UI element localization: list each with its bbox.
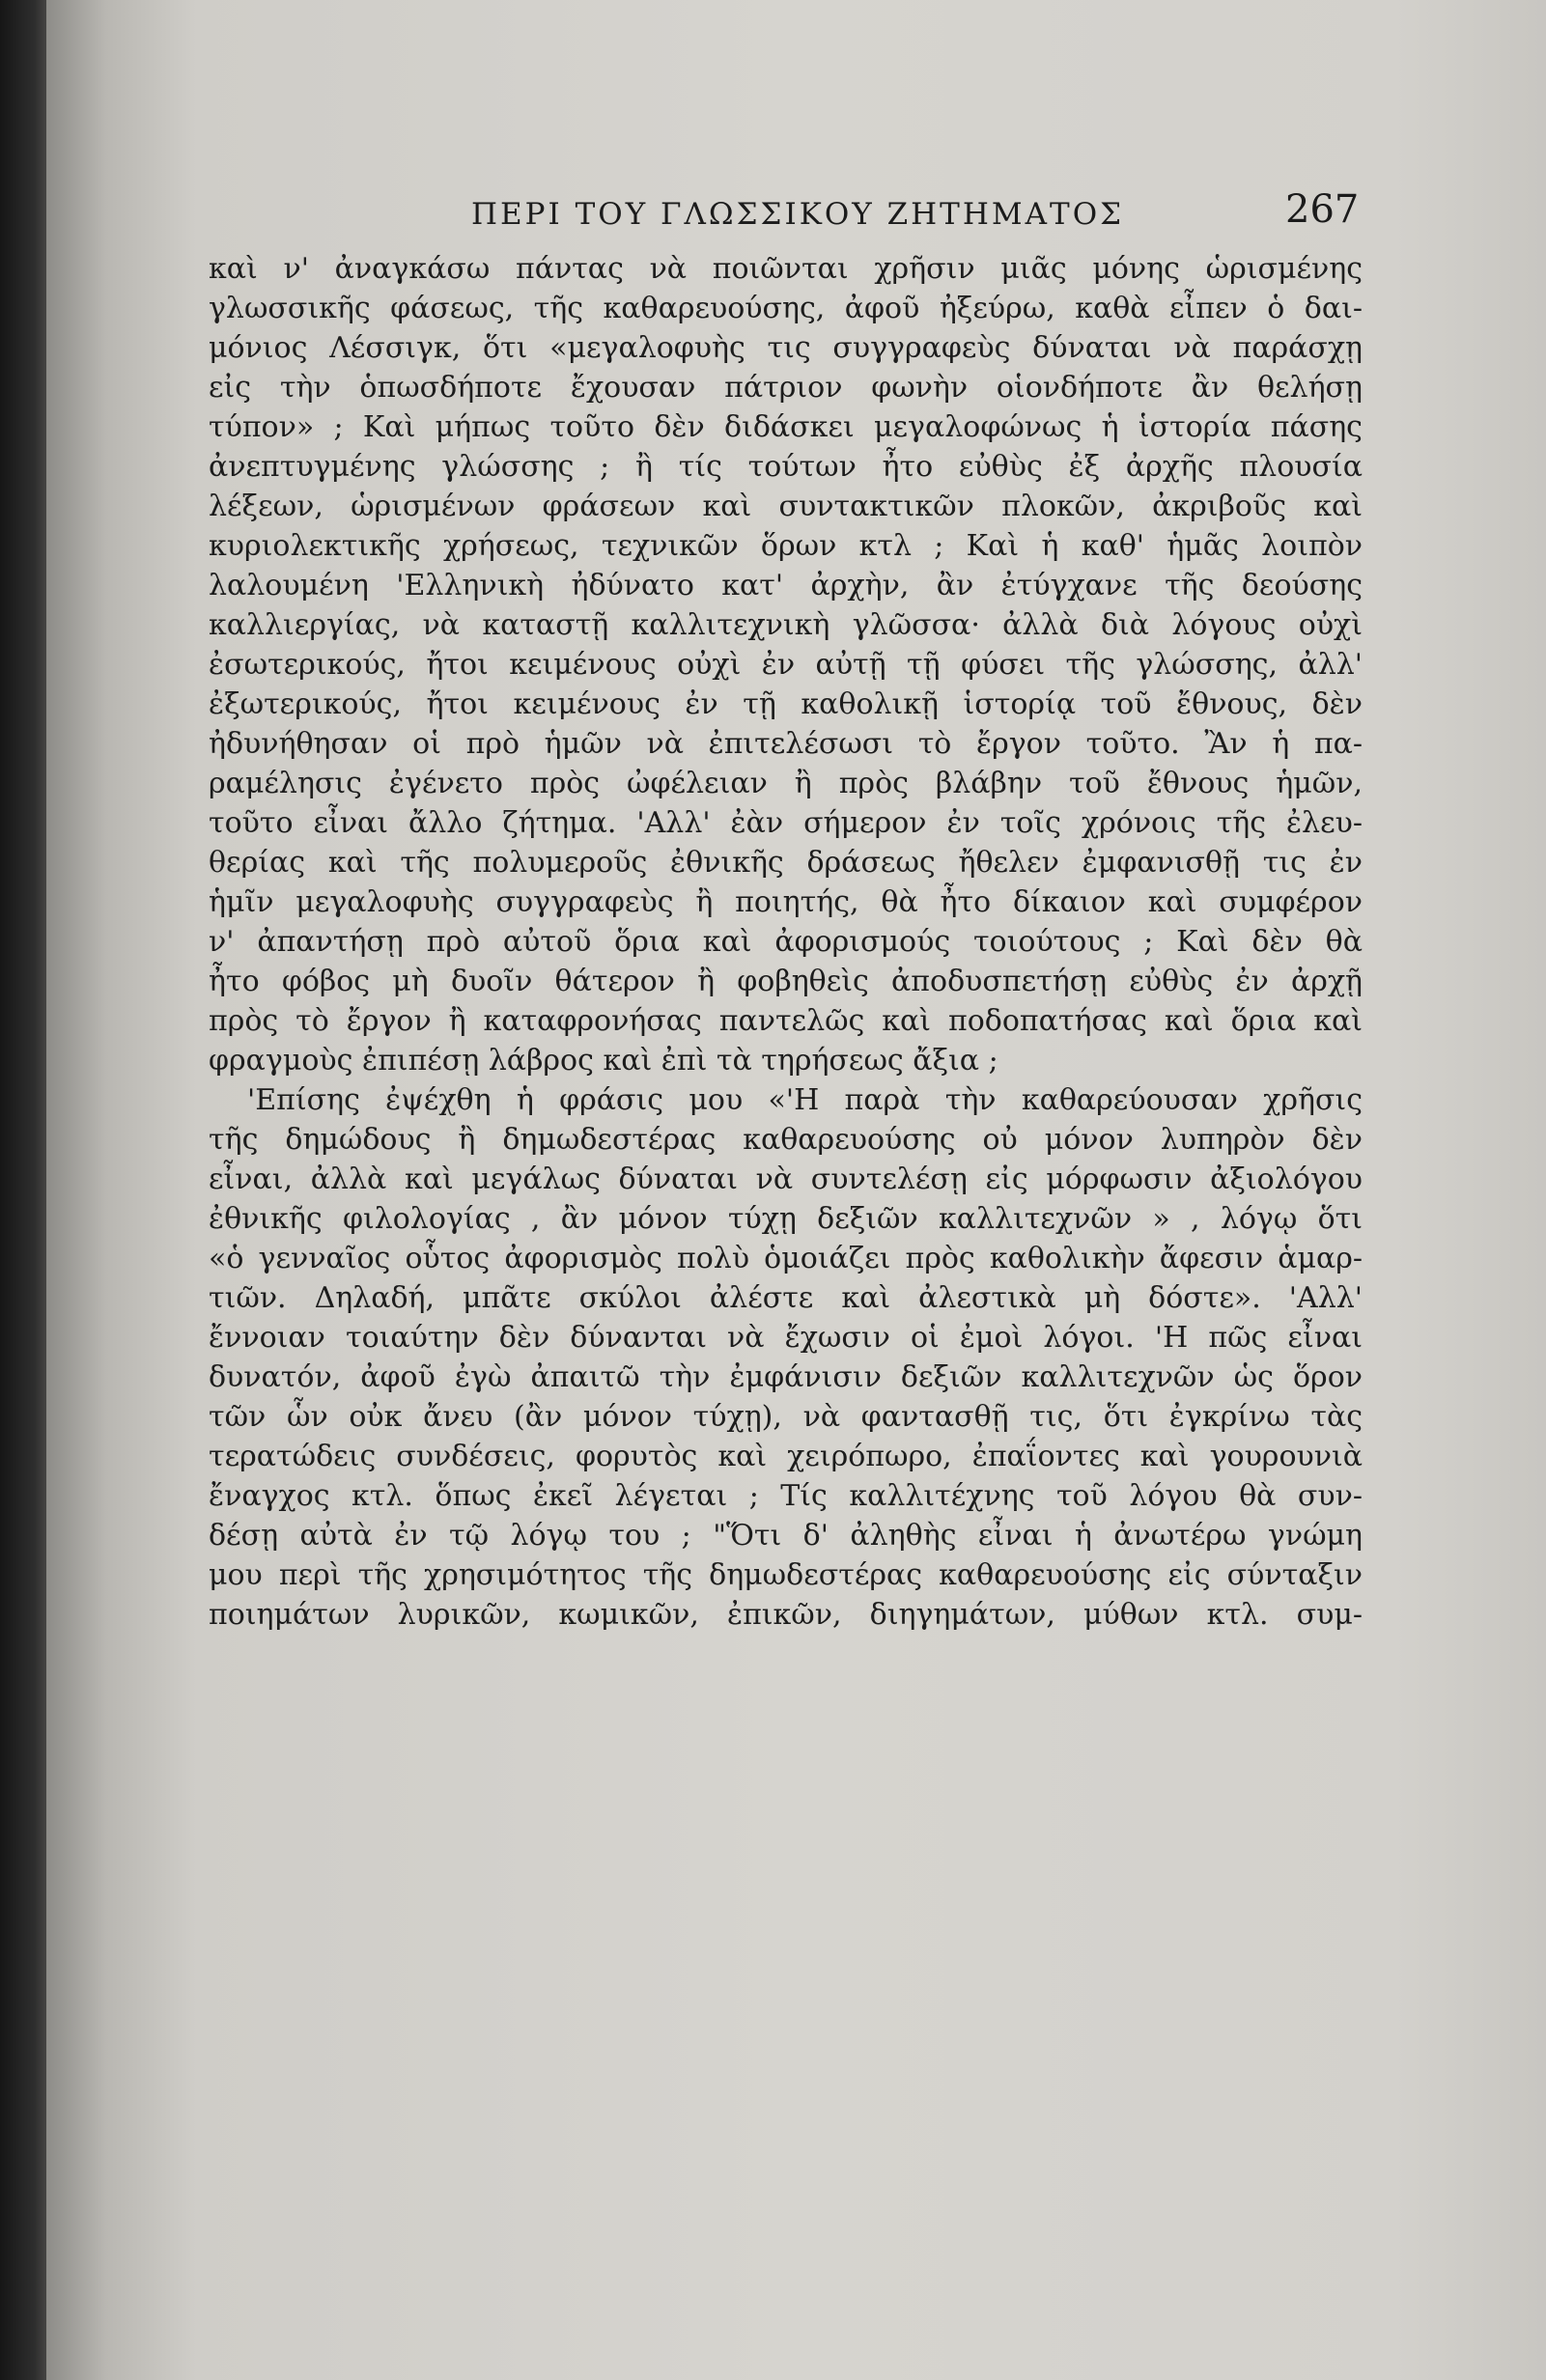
text-line: τιῶν. Δηλαδή, μπᾶτε σκύλοι ἀλέστε καὶ ἀλεστικὰ μὴ δόστε». 'Αλλ' xyxy=(209,1281,1363,1315)
text-line: εἶναι, ἀλλὰ καὶ μεγάλως δύναται νὰ συντελέσῃ εἰς μόρφωσιν ἀξιολόγου xyxy=(209,1162,1363,1196)
text-line: ν' ἀπαντήσῃ πρὸ αὐτοῦ ὅρια καὶ ἀφορισμούς τοιούτους ; Καὶ δὲν θὰ xyxy=(209,925,1363,959)
text-line: κυριολεκτικῆς χρήσεως, τεχνικῶν ὅρων κτλ ; Καὶ ἡ καθ' ἡμᾶς λοιπὸν xyxy=(209,529,1363,563)
text-line: μόνιος Λέσσιγκ, ὅτι «μεγαλοφυὴς τις συγγραφεὺς δύναται νὰ παράσχῃ xyxy=(209,331,1363,365)
text-line: τῆς δημώδους ἢ δημωδεστέρας καθαρευούσης οὐ μόνον λυπηρὸν δὲν xyxy=(209,1123,1363,1157)
text-line: μου περὶ τῆς χρησιμότητος τῆς δημωδεστέρας καθαρευούσης εἰς σύνταξιν xyxy=(209,1558,1363,1592)
text-line: τερατώδεις συνδέσεις, φορυτὸς καὶ χειρόπωρο, ἐπαΐοντες καὶ γουρουνιὰ xyxy=(209,1440,1363,1473)
text-line: ραμέλησις ἐγένετο πρὸς ὠφέλειαν ἢ πρὸς βλάβην τοῦ ἔθνους ἡμῶν, xyxy=(209,767,1363,800)
text-line: δέσῃ αὐτὰ ἐν τῷ λόγῳ του ; "Ὅτι δ' ἀληθὴς εἶναι ἡ ἀνωτέρω γνώμη xyxy=(209,1519,1363,1553)
text-line: καλλιεργίας, νὰ καταστῇ καλλιτεχνικὴ γλῶσσα· ἀλλὰ διὰ λόγους οὐχὶ xyxy=(209,608,1363,642)
text-line: ποιημάτων λυρικῶν, κωμικῶν, ἐπικῶν, διηγημάτων, μύθων κτλ. συμ- xyxy=(209,1598,1363,1632)
text-line: 'Επίσης ἐψέχθη ἡ φράσις μου «'Η παρὰ τὴν καθαρεύουσαν χρῆσις xyxy=(247,1083,1363,1117)
text-line: ἐξωτερικούς, ἤτοι κειμένους ἐν τῇ καθολικῇ ἱστορίᾳ τοῦ ἔθνους, δὲν xyxy=(209,687,1363,721)
text-line: λαλουμένη 'Ελληνικὴ ἠδύνατο κατ' ἀρχὴν, ἂν ἐτύγχανε τῆς δεούσης xyxy=(209,569,1363,602)
book-page xyxy=(46,0,1546,2380)
text-line: ἀνεπτυγμένης γλώσσης ; ἢ τίς τούτων ἦτο εὐθὺς ἐξ ἀρχῆς πλουσία xyxy=(209,450,1363,484)
text-line: πρὸς τὸ ἔργον ἢ καταφρονήσας παντελῶς καὶ ποδοπατήσας καὶ ὅρια καὶ xyxy=(209,1004,1363,1038)
text-line: ἐθνικῆς φιλολογίας , ἂν μόνον τύχῃ δεξιῶν καλλιτεχνῶν » , λόγῳ ὅτι xyxy=(209,1202,1363,1236)
text-line: δυνατόν, ἀφοῦ ἐγὼ ἀπαιτῶ τὴν ἐμφάνισιν δεξιῶν καλλιτεχνῶν ὡς ὅρον xyxy=(209,1360,1363,1394)
text-line: ἔναγχος κτλ. ὅπως ἐκεῖ λέγεται ; Τίς καλλιτέχνης τοῦ λόγου θὰ συν- xyxy=(209,1479,1363,1513)
page-number: 267 xyxy=(1285,187,1360,232)
text-line: θερίας καὶ τῆς πολυμεροῦς ἐθνικῆς δράσεως ἤθελεν ἐμφανισθῇ τις ἐν xyxy=(209,846,1363,880)
text-line: γλωσσικῆς φάσεως, τῆς καθαρευούσης, ἀφοῦ ἠξεύρω, καθὰ εἶπεν ὁ δαι- xyxy=(209,292,1363,325)
text-line: τῶν ὧν οὐκ ἄνευ (ἂν μόνον τύχῃ), νὰ φαντασθῇ τις, ὅτι ἐγκρίνω τὰς xyxy=(209,1400,1363,1434)
text-line: ἔννοιαν τοιαύτην δὲν δύνανται νὰ ἔχωσιν οἱ ἐμοὶ λόγοι. 'Η πῶς εἶναι xyxy=(209,1321,1363,1355)
body-text xyxy=(209,249,1363,2286)
text-line: ἦτο φόβος μὴ δυοῖν θάτερον ἢ φοβηθεὶς ἀποδυσπετήσῃ εὐθὺς ἐν ἀρχῇ xyxy=(209,965,1363,998)
text-line: φραγμοὺς ἐπιπέσῃ λάβρος καὶ ἐπὶ τὰ τηρήσεως ἄξια ; xyxy=(209,1044,998,1078)
text-line: «ὁ γενναῖος οὗτος ἀφορισμὸς πολὺ ὁμοιάζει πρὸς καθολικὴν ἄφεσιν ἁμαρ- xyxy=(209,1242,1363,1275)
running-head: ΠΕΡΙ ΤΟΥ ΓΛΩΣΣΙΚΟΥ ΖΗΤΗΜΑΤΟΣ xyxy=(471,197,1125,232)
text-line: καὶ ν' ἀναγκάσω πάντας νὰ ποιῶνται χρῆσιν μιᾶς μόνης ὡρισμένης xyxy=(209,252,1363,286)
text-line: ἡμῖν μεγαλοφυὴς συγγραφεὺς ἢ ποιητής, θὰ ἦτο δίκαιον καὶ συμφέρον xyxy=(209,885,1363,919)
text-line: λέξεων, ὡρισμένων φράσεων καὶ συντακτικῶν πλοκῶν, ἀκριβοῦς καὶ xyxy=(209,490,1363,523)
text-line: ἐσωτερικούς, ἤτοι κειμένους οὐχὶ ἐν αὐτῇ τῇ φύσει τῆς γλώσσης, ἀλλ' xyxy=(209,648,1363,682)
text-line: ἠδυνήθησαν οἱ πρὸ ἡμῶν νὰ ἐπιτελέσωσι τὸ ἔργον τοῦτο. Ἂν ἡ πα- xyxy=(209,727,1363,761)
text-line: τοῦτο εἶναι ἄλλο ζήτημα. 'Αλλ' ἐὰν σήμερον ἐν τοῖς χρόνοις τῆς ἐλευ- xyxy=(209,806,1363,840)
text-line: τύπον» ; Καὶ μήπως τοῦτο δὲν διδάσκει μεγαλοφώνως ἡ ἱστορία πάσης xyxy=(209,410,1363,444)
text-line: εἰς τὴν ὁπωσδήποτε ἔχουσαν πάτριον φωνὴν οἱονδήποτε ἂν θελήσῃ xyxy=(209,371,1363,405)
